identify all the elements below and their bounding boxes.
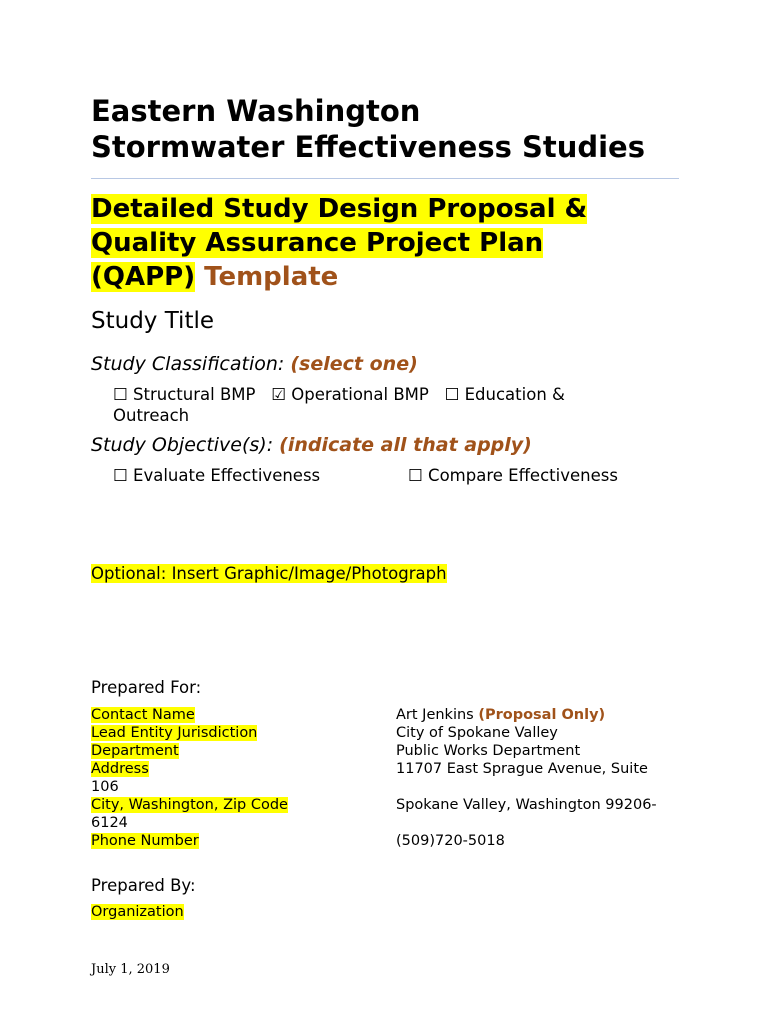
subtitle-line-1: Detailed Study Design Proposal & [91,194,588,224]
objectives-hint: (indicate all that apply) [279,434,532,456]
title-line-2: Stormwater Effectiveness Studies [91,130,645,164]
contact-name-label: Contact Name [91,707,195,723]
organization-label: Organization [91,904,184,920]
city-label: City, Washington, Zip Code [91,797,288,813]
organization-field[interactable] [91,903,184,921]
objectives-label: Study Objective(s): [91,434,274,456]
jurisdiction-value: City of Spokane Valley [396,725,558,741]
optional-graphic-text: Optional: Insert Graphic/Image/Photograph [91,564,447,583]
classification-label: Study Classification: [91,353,285,375]
option-label-wrap: Outreach [113,406,190,425]
checked-checkbox-icon: ☑ [271,385,287,404]
prepared-by-heading: Prepared By: [91,876,196,895]
study-title[interactable]: Study Title [91,308,215,334]
checkbox-evaluate-effectiveness[interactable] [113,465,320,486]
checkbox-icon: ☐ [113,466,128,485]
subtitle-line-2: Quality Assurance Project Plan [91,228,544,258]
phone-field[interactable] [91,832,199,850]
classification-heading [91,351,418,377]
address-wrap: 106 [91,779,119,795]
jurisdiction-label: Lead Entity Jurisdiction [91,725,258,741]
department-value: Public Works Department [396,743,581,759]
department-field[interactable] [91,742,179,760]
checkbox-compare-effectiveness[interactable] [408,465,618,486]
city-value: Spokane Valley, Washington 99206- [396,797,657,813]
option-label: Operational BMP [291,385,429,404]
checkbox-operational-bmp[interactable] [271,385,429,404]
checkbox-icon: ☐ [408,466,423,485]
address-label: Address [91,761,149,777]
option-label: Education & [464,385,565,404]
document-subtitle [91,192,731,294]
proposal-only-note: (Proposal Only) [478,707,606,723]
address-value: 11707 East Sprague Avenue, Suite [396,761,648,777]
subtitle-line-3: (QAPP) [91,262,196,292]
checkbox-icon: ☐ [444,385,460,404]
phone-label: Phone Number [91,833,199,849]
contact-name-field[interactable] [91,706,195,724]
city-wrap: 6124 [91,815,128,831]
option-label: Compare Effectiveness [428,466,618,485]
option-label: Structural BMP [133,385,256,404]
document-date: July 1, 2019 [91,962,170,977]
option-label: Evaluate Effectiveness [133,466,321,485]
title-line-1: Eastern Washington [91,94,421,128]
template-word: Template [204,262,339,292]
city-field[interactable] [91,796,288,814]
objectives-heading [91,432,532,458]
document-title [91,93,731,165]
checkbox-structural-bmp[interactable] [113,385,255,404]
title-divider [91,178,679,179]
jurisdiction-field[interactable] [91,724,257,742]
classification-hint: (select one) [290,353,418,375]
address-field[interactable] [91,760,149,778]
optional-graphic-placeholder[interactable] [91,563,447,585]
checkbox-icon: ☐ [113,385,128,404]
checkbox-education-outreach[interactable] [445,385,565,404]
department-label: Department [91,743,179,759]
contact-name-value [396,706,605,724]
contact-person: Art Jenkins [396,707,474,723]
prepared-for-heading: Prepared For: [91,678,202,697]
classification-options [113,384,565,405]
phone-value: (509)720-5018 [396,833,505,849]
